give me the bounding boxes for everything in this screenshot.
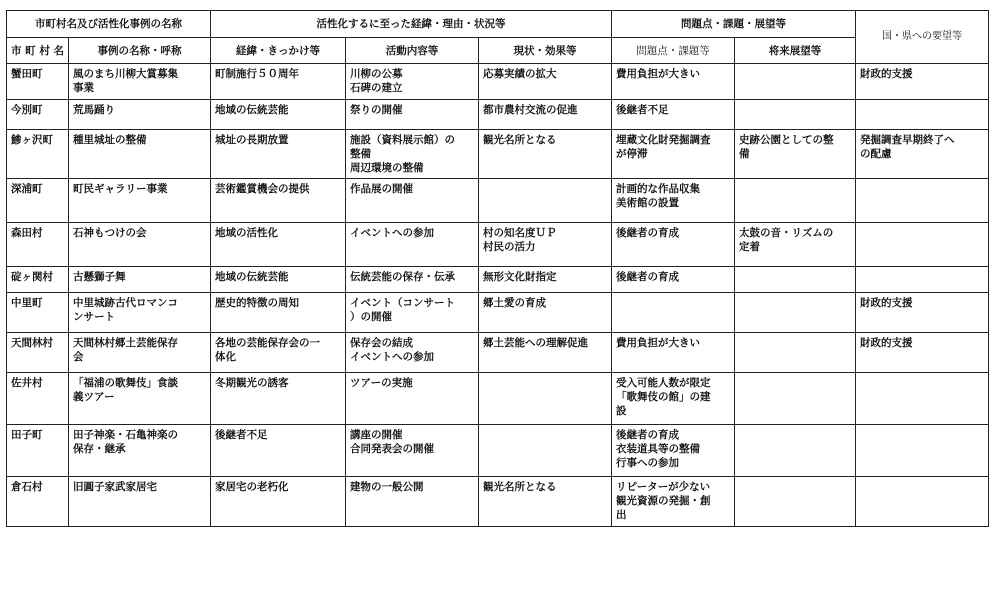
cell-text-line: 川柳の公募 [350, 68, 403, 80]
requests-cell [856, 100, 989, 130]
cell-text-line: 風のまち川柳大賞募集 [73, 68, 178, 80]
cell-text-line: 太鼓の音・リズムの [739, 227, 834, 239]
status-cell [479, 293, 612, 333]
cell-text-line: 鯵ヶ沢町 [11, 134, 53, 146]
case-table [6, 10, 989, 527]
header-background: 経緯・きっかけ等 [211, 38, 346, 64]
cell-text-line: 保存会の結成 [350, 337, 413, 349]
cell-text-line: イベント（コンサート [350, 297, 455, 309]
cell-text-line: 村民の活力 [483, 241, 536, 253]
cell-text-line: 町制施行５０周年 [215, 68, 299, 80]
cell-text-line: が停滞 [616, 148, 648, 160]
background-cell [211, 100, 346, 130]
header-group-background: 活性化するに至った経緯・理由・状況等 [211, 11, 612, 38]
outlook-cell [735, 100, 856, 130]
background-cell [211, 293, 346, 333]
activities-cell [346, 267, 479, 293]
cell-text-line: の配慮 [860, 148, 892, 160]
table-row [7, 293, 989, 333]
requests-cell [856, 425, 989, 477]
cell-text-line: 村の知名度ＵＰ [483, 227, 557, 239]
background-cell [211, 64, 346, 100]
cell-text-line: 家居宅の老朽化 [215, 481, 289, 493]
cell-text-line: 石神もつけの会 [73, 227, 147, 239]
activities-cell [346, 179, 479, 223]
cell-text-line: 計画的な作品収集 [616, 183, 700, 195]
cell-text-line: 「福浦の歌舞伎」食談 [73, 377, 178, 389]
cell-text-line: 地域の活性化 [215, 227, 278, 239]
table-row [7, 223, 989, 267]
cell-text-line: 美術館の設置 [616, 197, 679, 209]
cell-text-line: イベントへの参加 [350, 351, 434, 363]
header-case-name: 事例の名称・呼称 [69, 38, 211, 64]
cell-text-line: 事業 [73, 82, 94, 94]
outlook-cell [735, 293, 856, 333]
outlook-cell [735, 425, 856, 477]
cell-text-line: 石碑の建立 [350, 82, 403, 94]
issues-cell [612, 100, 735, 130]
cell-text-line: 「歌舞伎の館」の建 [616, 391, 711, 403]
cell-text-line: 保存・継承 [73, 443, 126, 455]
cell-text-line: 各地の芸能保存会の一 [215, 337, 320, 349]
cell-text-line: 郷土愛の育成 [483, 297, 546, 309]
cell-text-line: 周辺環境の整備 [350, 162, 424, 174]
cell-text-line: 観光名所となる [483, 134, 557, 146]
cell-text-line: 地域の伝統芸能 [215, 271, 289, 283]
municipality-cell [7, 100, 69, 130]
activities-cell [346, 373, 479, 425]
status-cell [479, 373, 612, 425]
issues-cell [612, 223, 735, 267]
cell-text-line: 後継者不足 [616, 104, 669, 116]
header-group-issues: 問題点・課題・展望等 [612, 11, 856, 38]
cell-text-line: リピーターが少ない [616, 481, 711, 493]
outlook-cell [735, 333, 856, 373]
cell-text-line: 整備 [350, 148, 371, 160]
cell-text-line: 建物の一般公開 [350, 481, 424, 493]
cell-text-line: 今別町 [11, 104, 43, 116]
cell-text-line: 費用負担が大きい [616, 68, 700, 80]
issues-cell [612, 333, 735, 373]
cell-text-line: 古懸獅子舞 [73, 271, 126, 283]
outlook-cell [735, 179, 856, 223]
activities-cell [346, 130, 479, 179]
outlook-cell [735, 223, 856, 267]
background-cell [211, 179, 346, 223]
cell-text-line: 義ツアー [73, 391, 115, 403]
outlook-cell [735, 64, 856, 100]
cell-text-line: ツアーの実施 [350, 377, 413, 389]
outlook-cell [735, 477, 856, 527]
table-row [7, 179, 989, 223]
header-group-municipality: 市町村名及び活性化事例の名称 [7, 11, 211, 38]
municipality-cell [7, 130, 69, 179]
requests-cell [856, 130, 989, 179]
case-name-cell [69, 223, 211, 267]
document-page [6, 10, 988, 527]
cell-text-line: 中里城跡古代ロマンコ [73, 297, 178, 309]
requests-cell [856, 179, 989, 223]
requests-cell [856, 223, 989, 267]
cell-text-line: 会 [73, 351, 84, 363]
table-row [7, 100, 989, 130]
case-name-cell [69, 373, 211, 425]
cell-text-line: 蟹田町 [11, 68, 43, 80]
cell-text-line: 地域の伝統芸能 [215, 104, 289, 116]
case-name-cell [69, 179, 211, 223]
status-cell [479, 333, 612, 373]
municipality-cell [7, 293, 69, 333]
case-name-cell [69, 130, 211, 179]
cell-text-line: 田子町 [11, 429, 43, 441]
cell-text-line: 後継者の育成 [616, 227, 679, 239]
activities-cell [346, 333, 479, 373]
table-row [7, 130, 989, 179]
cell-text-line: 碇ヶ関村 [11, 271, 53, 283]
activities-cell [346, 64, 479, 100]
cell-text-line: 荒馬踊り [73, 104, 115, 116]
cell-text-line: 佐井村 [11, 377, 43, 389]
activities-cell [346, 100, 479, 130]
municipality-cell [7, 64, 69, 100]
header-row-columns [7, 38, 989, 64]
municipality-cell [7, 223, 69, 267]
cell-text-line: 町民ギャラリー事業 [73, 183, 168, 195]
municipality-cell [7, 373, 69, 425]
status-cell [479, 100, 612, 130]
requests-cell [856, 333, 989, 373]
cell-text-line: 種里城址の整備 [73, 134, 147, 146]
municipality-cell [7, 333, 69, 373]
cell-text-line: 後継者の育成 [616, 429, 679, 441]
cell-text-line: 発掘調査早期終了へ [860, 134, 955, 146]
municipality-cell [7, 477, 69, 527]
cell-text-line: 旧圓子家武家居宅 [73, 481, 157, 493]
status-cell [479, 64, 612, 100]
cell-text-line: ）の開催 [350, 311, 392, 323]
table-body [7, 64, 989, 527]
outlook-cell [735, 130, 856, 179]
cell-text-line: 芸術鑑賞機会の提供 [215, 183, 310, 195]
background-cell [211, 373, 346, 425]
cell-text-line: 城址の長期放置 [215, 134, 289, 146]
case-name-cell [69, 333, 211, 373]
activities-cell [346, 425, 479, 477]
cell-text-line: 講座の開催 [350, 429, 403, 441]
status-cell [479, 267, 612, 293]
case-name-cell [69, 267, 211, 293]
status-cell [479, 425, 612, 477]
cell-text-line: 無形文化財指定 [483, 271, 557, 283]
table-row [7, 267, 989, 293]
background-cell [211, 477, 346, 527]
cell-text-line: 田子神楽・石亀神楽の [73, 429, 178, 441]
header-municipality: 市 町 村 名 [7, 38, 69, 64]
issues-cell [612, 373, 735, 425]
municipality-cell [7, 267, 69, 293]
table-row [7, 64, 989, 100]
cell-text-line: 衣装道具等の整備 [616, 443, 700, 455]
issues-cell [612, 293, 735, 333]
requests-cell [856, 477, 989, 527]
cell-text-line: 設 [616, 405, 627, 417]
cell-text-line: 森田村 [11, 227, 43, 239]
cell-text-line: イベントへの参加 [350, 227, 434, 239]
cell-text-line: 作品展の開催 [350, 183, 413, 195]
status-cell [479, 477, 612, 527]
activities-cell [346, 293, 479, 333]
cell-text-line: 埋蔵文化財発掘調査 [616, 134, 711, 146]
header-row-groups [7, 11, 989, 38]
outlook-cell [735, 267, 856, 293]
header-requests: 国・県への要望等 [856, 11, 989, 64]
cell-text-line: 観光名所となる [483, 481, 557, 493]
case-name-cell [69, 64, 211, 100]
issues-cell [612, 64, 735, 100]
cell-text-line: 費用負担が大きい [616, 337, 700, 349]
cell-text-line: 天間林村 [11, 337, 53, 349]
background-cell [211, 223, 346, 267]
case-name-cell [69, 425, 211, 477]
cell-text-line: 財政的支援 [860, 337, 913, 349]
table-row [7, 333, 989, 373]
cell-text-line: 定着 [739, 241, 760, 253]
cell-text-line: 観光資源の発掘・創 [616, 495, 711, 507]
cell-text-line: 冬期観光の誘客 [215, 377, 289, 389]
background-cell [211, 425, 346, 477]
table-row [7, 477, 989, 527]
cell-text-line: 合同発表会の開催 [350, 443, 434, 455]
status-cell [479, 130, 612, 179]
cell-text-line: 財政的支援 [860, 68, 913, 80]
requests-cell [856, 373, 989, 425]
cell-text-line: 歴史的特徴の周知 [215, 297, 299, 309]
requests-cell [856, 267, 989, 293]
cell-text-line: 郷土芸能への理解促進 [483, 337, 588, 349]
cell-text-line: 財政的支援 [860, 297, 913, 309]
cell-text-line: 都市農村交流の促進 [483, 104, 578, 116]
issues-cell [612, 425, 735, 477]
status-cell [479, 223, 612, 267]
cell-text-line: 深浦町 [11, 183, 43, 195]
case-name-cell [69, 477, 211, 527]
background-cell [211, 267, 346, 293]
cell-text-line: 中里町 [11, 297, 43, 309]
case-name-cell [69, 100, 211, 130]
cell-text-line: 史跡公園としての整 [739, 134, 834, 146]
outlook-cell [735, 373, 856, 425]
municipality-cell [7, 425, 69, 477]
activities-cell [346, 223, 479, 267]
cell-text-line: 行事への参加 [616, 457, 679, 469]
activities-cell [346, 477, 479, 527]
background-cell [211, 130, 346, 179]
header-issues: 問題点・課題等 [612, 38, 735, 64]
case-name-cell [69, 293, 211, 333]
cell-text-line: 伝統芸能の保存・伝承 [350, 271, 455, 283]
issues-cell [612, 477, 735, 527]
header-outlook: 将来展望等 [735, 38, 856, 64]
status-cell [479, 179, 612, 223]
cell-text-line: 天間林村郷土芸能保存 [73, 337, 178, 349]
requests-cell [856, 293, 989, 333]
cell-text-line: 出 [616, 509, 627, 521]
cell-text-line: 後継者不足 [215, 429, 268, 441]
issues-cell [612, 130, 735, 179]
issues-cell [612, 267, 735, 293]
issues-cell [612, 179, 735, 223]
cell-text-line: 祭りの開催 [350, 104, 403, 116]
cell-text-line: 後継者の育成 [616, 271, 679, 283]
municipality-cell [7, 179, 69, 223]
cell-text-line: 受入可能人数が限定 [616, 377, 711, 389]
cell-text-line: 体化 [215, 351, 236, 363]
cell-text-line: ンサート [73, 311, 115, 323]
requests-cell [856, 64, 989, 100]
header-activities: 活動内容等 [346, 38, 479, 64]
background-cell [211, 333, 346, 373]
header-status: 現状・効果等 [479, 38, 612, 64]
cell-text-line: 備 [739, 148, 750, 160]
table-row [7, 425, 989, 477]
table-row [7, 373, 989, 425]
cell-text-line: 応募実績の拡大 [483, 68, 557, 80]
cell-text-line: 施設（資料展示館）の [350, 134, 455, 146]
cell-text-line: 倉石村 [11, 481, 43, 493]
